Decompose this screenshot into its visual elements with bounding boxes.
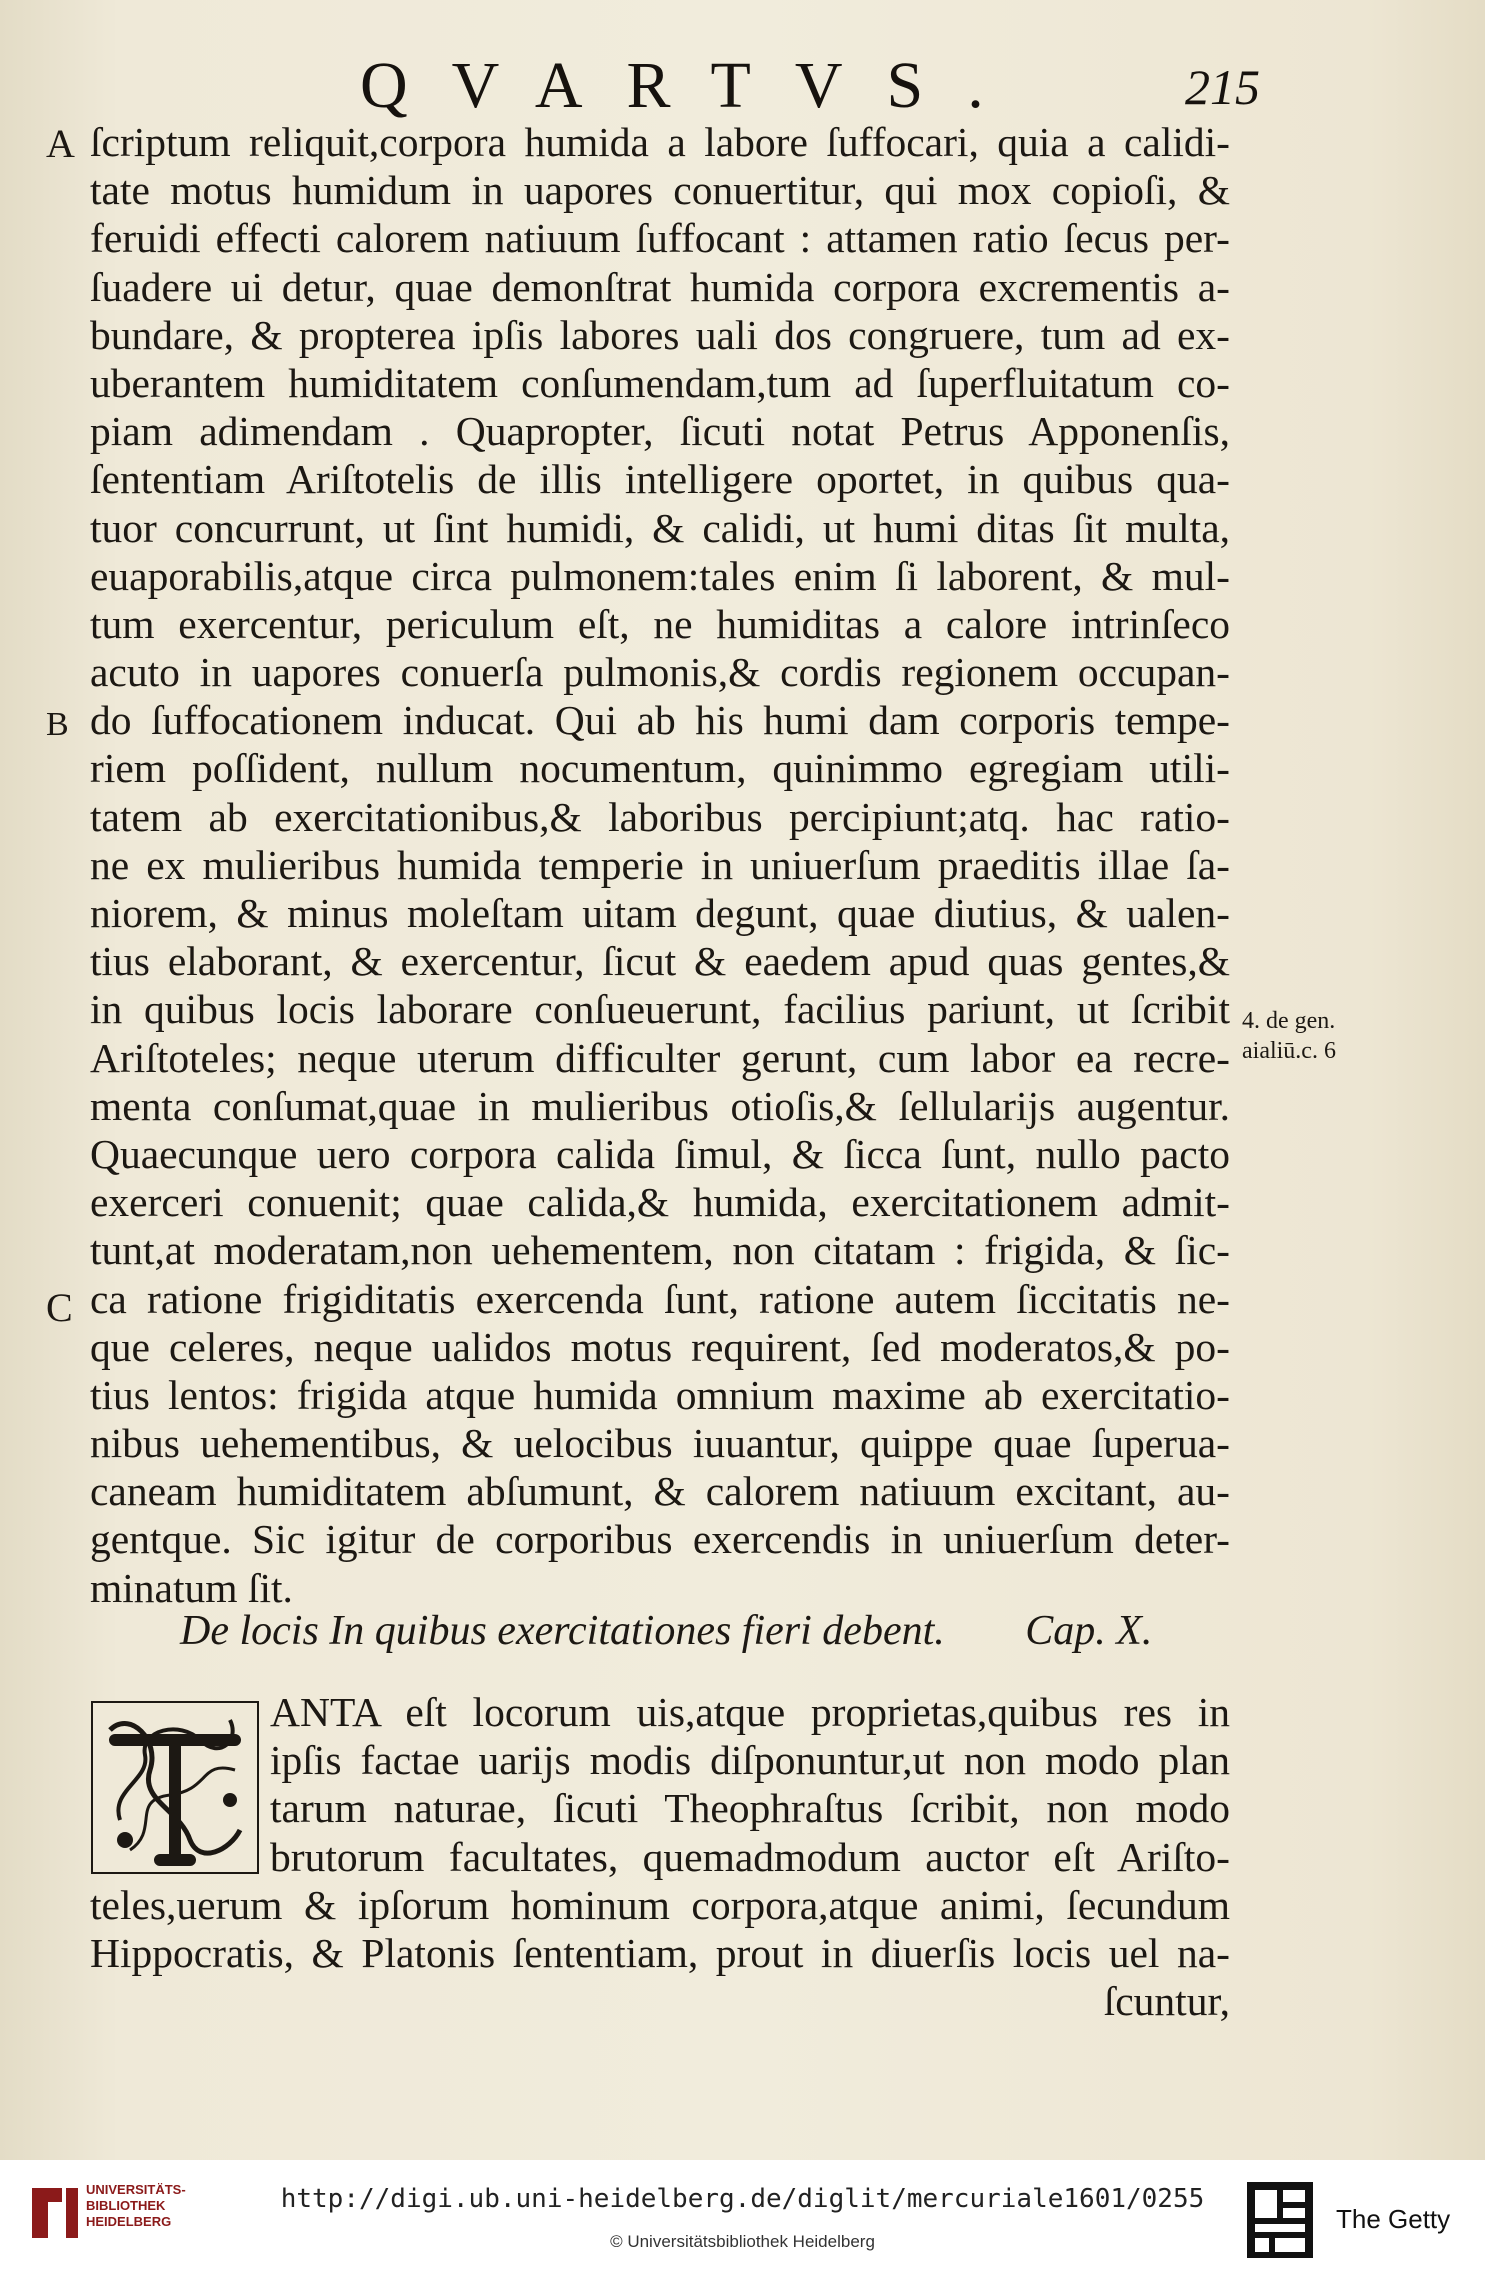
text-line: menta conſumat,quae in mulieribus otioſis,& ſellularijs augentur. <box>90 1082 1230 1129</box>
text-line: caneam humiditatem abſumunt, & calorem natiuum excitant, au- <box>90 1468 1230 1515</box>
text-line: ſuadere ui detur, quae demonſtrat humida corpora excrementis a- <box>90 263 1230 310</box>
text-line: bundare, & propterea ipſis labores uali dos congruere, tum ad ex- <box>90 311 1230 358</box>
text-line: piam adimendam . Quapropter, ſicuti notat Petrus Apponenſis, <box>90 408 1230 455</box>
text-line: Ariſtoteles; neque uterum difficulter gerunt, cum labor ea recre- <box>90 1034 1230 1081</box>
text-line: exerceri conuenit; quae calida,& humida, exercitationem admit- <box>90 1179 1230 1226</box>
text-line: gentque. Sic igitur de corporibus exercendis in uniuerſum deter- <box>90 1516 1230 1563</box>
text-line: tunt,at moderatam,non uehementem, non citatam : frigida, & ſic- <box>90 1227 1230 1274</box>
text-line: uberantem humiditatem conſumendam,tum ad ſuperfluitatum co- <box>90 359 1230 406</box>
text-line: Quaecunque uero corpora calida ſimul, & ſicca ſunt, nullo pacto <box>90 1130 1230 1177</box>
text-line: riem poſſident, nullum nocumentum, quinimmo egregiam utili- <box>90 745 1230 792</box>
text-line: ipſis factae uarijs modis diſponuntur,ut non modo plan <box>270 1737 1230 1784</box>
chapter-number: Cap. X. <box>1025 1608 1153 1654</box>
text-line: tius lentos: frigida atque humida omnium maxime ab exercitatio- <box>90 1371 1230 1418</box>
marginal-note <box>1242 1006 1382 1066</box>
permalink-url[interactable]: http://digi.ub.uni-heidelberg.de/diglit/mercuriale1601/0255 <box>280 2184 1205 2214</box>
text-line: feruidi effecti calorem natiuum ſuffocant : attamen ratio ſecus per- <box>90 215 1230 262</box>
text-line: ANTA eſt locorum uis,atque proprietas,quibus res in <box>270 1689 1230 1735</box>
catchword: ſcuntur, <box>1103 1978 1230 2025</box>
text-line: tatem ab exercitationibus,& laboribus percipiunt;atq. hac ratio- <box>90 793 1230 840</box>
paragraph-chapter <box>90 1688 1230 2025</box>
running-title: QVARTVS. <box>360 49 1028 122</box>
chapter-title: De locis In quibus exercitationes fieri debent. <box>180 1608 945 1654</box>
text-line: niorem, & minus moleſtam uitam degunt, quae diutius, & ualen- <box>90 890 1230 936</box>
footer-bar <box>0 2160 1485 2271</box>
text-line: tuor concurrunt, ut ſint humidi, & calidi, ut humi ditas ſit multa, <box>90 504 1230 551</box>
text-line: tate motus humidum in uapores conuertitur, qui mox copioſi, & <box>90 167 1230 214</box>
text-line: ſcriptum reliquit,corpora humida a labore ſuffocari, quia a calidi- <box>90 119 1230 165</box>
text-line: ſententiam Ariſtotelis de illis intelligere oportet, in quibus qua- <box>90 456 1230 503</box>
running-head <box>90 48 1260 122</box>
marginal-note-line: 4. de gen. <box>1242 1008 1336 1034</box>
library-name-line: UNIVERSITÄTS- <box>86 2182 186 2197</box>
paragraph-main <box>90 118 1230 1612</box>
partner-name: The Getty <box>1336 2204 1451 2234</box>
folio-number: 215 <box>1185 59 1260 115</box>
text-line: tarum naturae, ſicuti Theophraſtus ſcribit, non modo <box>270 1785 1230 1832</box>
text-line: ca ratione frigiditatis exercenda ſunt, ratione autem ſiccitatis ne- <box>90 1275 1230 1322</box>
text-line: tius elaborant, & exercentur, ſicut & eaedem apud quas gentes,& <box>90 938 1230 985</box>
text-line: ne ex mulieribus humida temperie in uniuerſum praeditis illae ſa- <box>90 841 1230 888</box>
text-line: minatum ſit. <box>90 1564 293 1611</box>
section-marker-a: A <box>46 121 75 166</box>
chapter-heading <box>180 1607 1180 1655</box>
library-name-line: HEIDELBERG <box>86 2214 172 2229</box>
text-line: in quibus locis laborare conſueuerunt, facilius pariunt, ut ſcribit <box>90 986 1230 1033</box>
text-line: Hippocratis, & Platonis ſententiam, prout in diuerſis locis uel na- <box>90 1929 1230 1976</box>
text-line: acuto in uapores conuerſa pulmonis,& cordis regionem occupan- <box>90 649 1230 696</box>
section-marker-c: C <box>46 1285 73 1330</box>
text-line: teles,uerum & ipſorum hominum corpora,atque animi, ſecundum <box>90 1881 1230 1928</box>
library-name-line: BIBLIOTHEK <box>86 2198 166 2213</box>
text-line: do ſuffocationem inducat. Qui ab his humi dam corporis tempe- <box>90 697 1230 744</box>
copyright-notice: © Universitätsbibliothek Heidelberg <box>610 2232 875 2251</box>
section-marker-b: B <box>46 706 69 743</box>
text-line: euaporabilis,atque circa pulmonem:tales enim ſi laborent, & mul- <box>90 552 1230 599</box>
getty-logo-icon <box>1245 2180 1315 2260</box>
marginal-note-line: aialiū.c. 6 <box>1242 1038 1336 1064</box>
text-line: nibus uehementibus, & uelocibus iuuantur, quippe quae ſuperua- <box>90 1420 1230 1467</box>
text-line: brutorum facultates, quemadmodum auctor eſt Ariſto- <box>270 1833 1230 1880</box>
text-line: tum exercentur, periculum eſt, ne humiditas a calore intrinſeco <box>90 600 1230 647</box>
text-line: que celeres, neque ualidos motus requirent, ſed moderatos,& po- <box>90 1323 1230 1370</box>
